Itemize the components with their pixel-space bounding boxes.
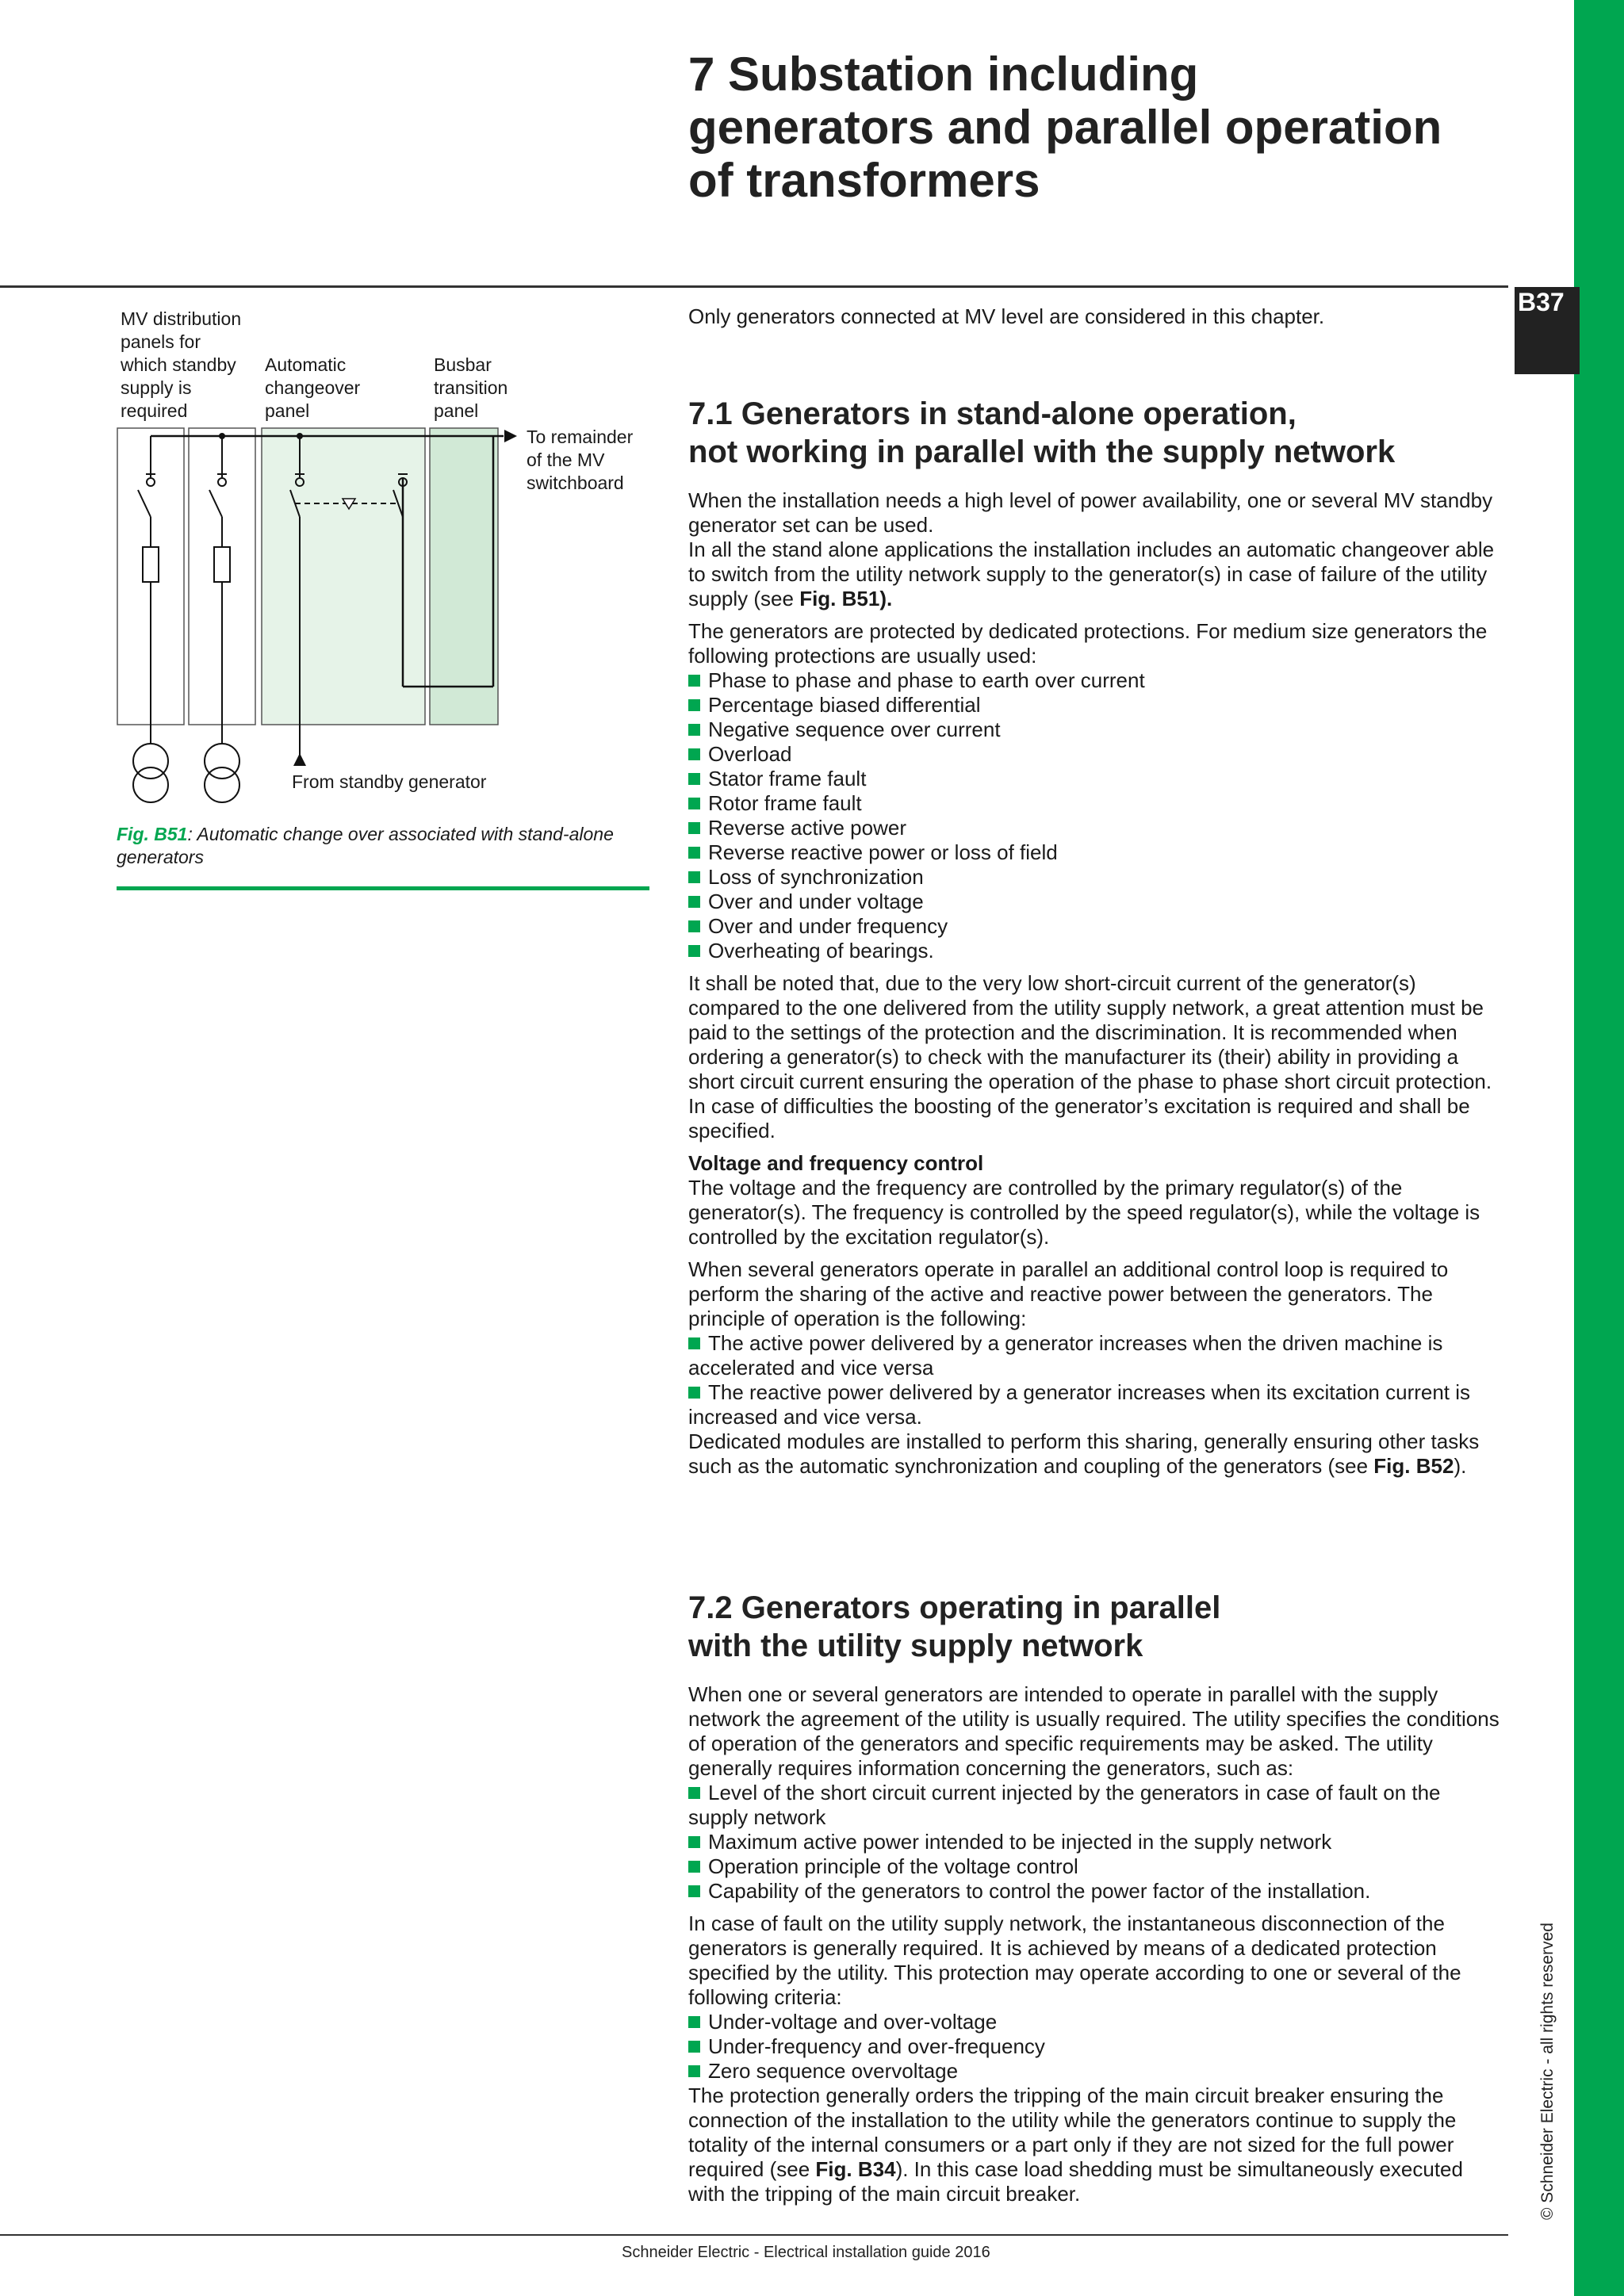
fig-ref-b52: Fig. B52 [1373,1454,1454,1478]
s71-para-4: The voltage and the frequency are controlled by the primary regulator(s) of the generator(s). The frequency is controlled by the speed regulator(s), while the voltage is controlled by the excitation regulator(s). [688,1176,1480,1249]
bullet-square-icon [688,1787,700,1799]
bullet-square-icon [688,1387,700,1399]
list-item: Negative sequence over current [688,718,1505,742]
list-item: Stator frame fault [688,767,1505,791]
list-item: Reverse reactive power or loss of field [688,840,1505,865]
bullet-square-icon [688,675,700,687]
bullet-square-icon [688,847,700,859]
label-auto-panel: Automatic changeover panel [265,354,361,421]
chapter-title: 7 Substation including generators and parallel operation of transformers [688,48,1442,207]
s72-para-2: In case of fault on the utility supply network, the instantaneous disconnection of the generators is generally required. It is achieved by means of a dedicated protection specified by the utility. This protection may operate according to one or several of the following criteria: [688,1911,1461,2009]
list-item: Under-frequency and over-frequency [688,2034,1505,2059]
bullet-square-icon [688,798,700,809]
bullet-square-icon [688,896,700,908]
list-item: The active power delivered by a generator increases when the driven machine is accelerated and vice versa [688,1331,1443,1380]
intro-paragraph: Only generators connected at MV level are considered in this chapter. [688,304,1325,328]
top-divider [0,285,1508,288]
list-item: Under-voltage and over-voltage [688,2010,1505,2034]
list-item: Zero sequence overvoltage [688,2059,1505,2084]
list-item: Loss of synchronization [688,865,1505,890]
bullet-square-icon [688,1885,700,1897]
bullet-square-icon [688,699,700,711]
label-mv-panels: MV distribution panels for which standby supply is required [121,308,242,421]
s71-para-5: When several generators operate in parallel an additional control loop is required to perform the sharing of the active and reactive power between the generators. The principle of operation is the following: [688,1257,1449,1330]
label-remainder: To remainder of the MV switchboard [527,427,634,493]
list-item: Overheating of bearings. [688,939,1505,963]
caption-figure-ref: Fig. B51 [117,824,188,844]
caption-rule [117,886,649,890]
criteria-list [688,2010,1505,2084]
s71-para-3: It shall be noted that, due to the very low short-circuit current of the generator(s) compared to the one delivered from the utility supply network, a great attention must be paid to the settings of the protection and the discrimination. It is recommended when ordering a generator(s) to check with the manufacturer its (their) ability in providing a short circuit current ensuring the operation of the phase to phase short circuit protection. In case of difficulties the boosting of the generator’s excitation is required and shall be specified. [688,971,1492,1142]
bullet-square-icon [688,1836,700,1848]
label-busbar-panel: Busbar transition panel [434,354,508,421]
list-item: Level of the short circuit current injected by the generators in case of fault on the supply network [688,1781,1441,1829]
bullet-square-icon [688,1861,700,1873]
bullet-square-icon [688,945,700,957]
section-7-1-heading: 7.1 Generators in stand-alone operation, not working in parallel with the supply network [688,396,1396,469]
list-item: Reverse active power [688,816,1505,840]
bullet-square-icon [688,2041,700,2053]
list-item: Percentage biased differential [688,693,1505,718]
bullet-square-icon [688,871,700,883]
list-item: Capability of the generators to control the power factor of the installation. [688,1879,1505,1904]
list-item: Phase to phase and phase to earth over current [688,668,1505,693]
protections-list [688,668,1505,963]
list-item: The reactive power delivered by a generator increases when its excitation current is increased and vice versa. [688,1380,1471,1429]
section-7-1 [688,395,1505,1487]
s71-para-1a: When the installation needs a high level of power availability, one or several MV standby generator set can be used. [688,488,1493,537]
list-item: Overload [688,742,1505,767]
s71-para-1b: In all the stand alone applications the installation includes an automatic changeover able to switch from the utility network supply to the generator(s) in case of failure of the utility supply (see Fig. B51). [688,538,1495,610]
bullet-square-icon [688,773,700,785]
figure-caption: Fig. B51: Automatic change over associated with stand-alone generators [117,824,614,867]
list-item: Operation principle of the voltage control [688,1854,1505,1879]
voltage-frequency-subheading: Voltage and frequency control [688,1151,984,1175]
bullet-square-icon [688,822,700,834]
s72-para-3: The protection generally orders the tripping of the main circuit breaker ensuring the connection of the installation to the utility while the generators continue to supply the totality of the internal consumers or a part only if they are not sized for the full power required (see Fig. B34). In this case load shedding must be simultaneously executed with the tripping of the main circuit breaker. [688,2084,1463,2206]
fig-ref-b51: Fig. B51 [799,587,880,610]
intro-block [688,304,1505,337]
principles-list [688,1331,1505,1429]
list-item: Over and under voltage [688,890,1505,914]
s72-para-1: When one or several generators are intended to operate in parallel with the supply network the agreement of the utility is usually required. The utility specifies the conditions of operation of the generators and specific requirements may be asked. The utility generally requires information concerning the generators, such as: [688,1682,1500,1780]
green-margin-bar [1574,0,1624,2296]
figure-b51-diagram [111,301,682,809]
s71-para-2: The generators are protected by dedicated protections. For medium size generators the following protections are usually used: [688,619,1488,668]
bottom-divider [0,2234,1508,2236]
page-number-tab [1515,287,1580,374]
label-standby: From standby generator [292,771,487,792]
list-item: Rotor frame fault [688,791,1505,816]
page-number: B37 [1518,288,1565,316]
bullet-square-icon [688,2065,700,2077]
list-item: Over and under frequency [688,914,1505,939]
s71-para-6: Dedicated modules are installed to perform this sharing, generally ensuring other tasks such as the automatic synchronization and coupling of the generators (see Fig. B52). [688,1429,1480,1478]
bullet-square-icon [688,1337,700,1349]
bullet-square-icon [688,724,700,736]
bullet-square-icon [688,920,700,932]
section-7-2 [688,1589,1505,2214]
bullet-square-icon [688,2016,700,2028]
bullet-square-icon [688,748,700,760]
section-7-2-heading: 7.2 Generators operating in parallel with the utility supply network [688,1590,1221,1663]
list-item: Maximum active power intended to be injected in the supply network [688,1830,1505,1854]
fig-ref-b34: Fig. B34 [815,2157,896,2181]
utility-info-list [688,1781,1505,1904]
